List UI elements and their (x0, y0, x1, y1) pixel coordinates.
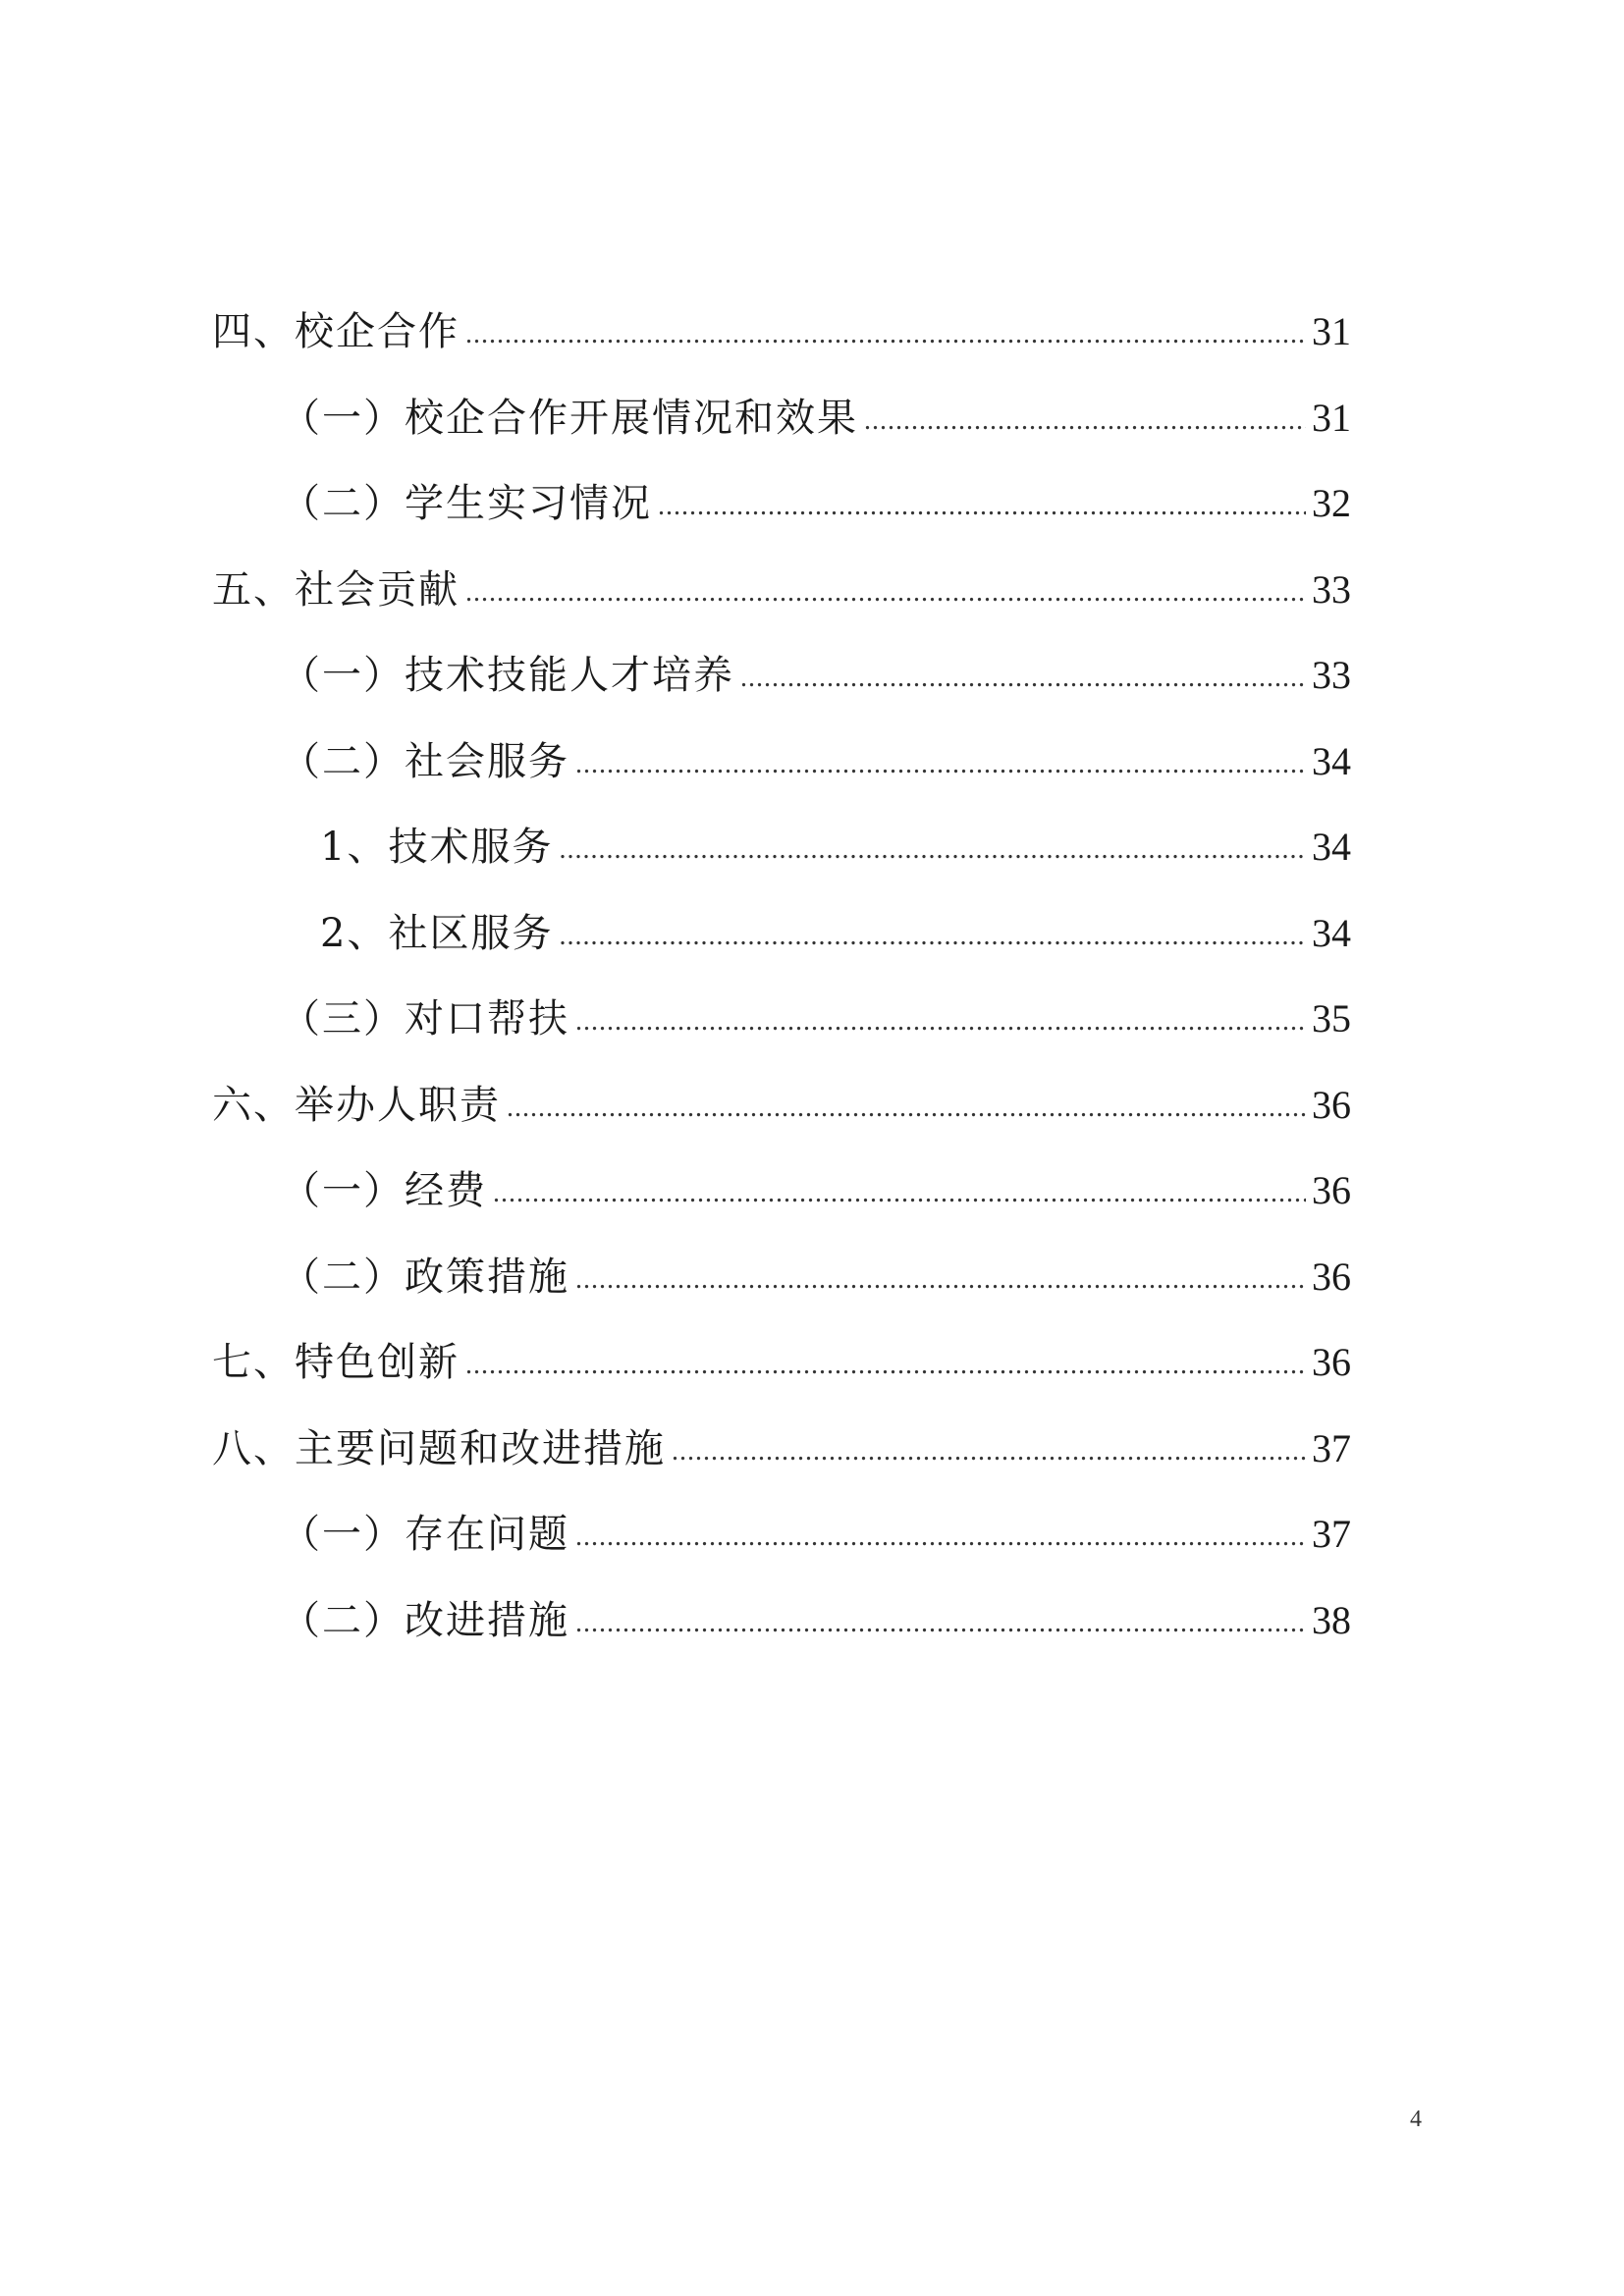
toc-entry-title: 六、举办人职责 (212, 1082, 501, 1128)
toc-entry-community-service[interactable] (212, 890, 1351, 977)
toc-entry-problems-and-improvements[interactable] (212, 1406, 1351, 1492)
toc-entry-title: （一）存在问题 (281, 1512, 569, 1557)
toc-leader-dots (575, 1266, 1306, 1294)
toc-entry-page: 36 (1312, 1082, 1351, 1127)
toc-leader-dots (740, 665, 1306, 692)
toc-entry-page: 31 (1312, 395, 1351, 440)
toc-entry-page: 33 (1312, 566, 1351, 612)
toc-entry-title: 四、校企合作 (212, 309, 460, 354)
toc-entry-title: （二）政策措施 (281, 1254, 569, 1300)
toc-entry-title: （三）对口帮扶 (281, 996, 569, 1041)
toc-leader-dots (864, 407, 1306, 435)
toc-entry-student-internship[interactable] (212, 460, 1351, 547)
toc-entry-page: 36 (1312, 1340, 1351, 1384)
toc-entry-page: 35 (1312, 996, 1351, 1041)
toc-entry-title: 八、主要问题和改进措施 (212, 1425, 666, 1471)
toc-leader-dots (559, 836, 1306, 864)
page-number: 4 (1410, 2107, 1422, 2132)
toc-leader-dots (493, 1180, 1306, 1207)
toc-entry-title: 1、技术服务 (320, 825, 554, 870)
toc-entry-title: （二）社会服务 (281, 738, 569, 784)
toc-leader-dots (658, 493, 1306, 520)
toc-entry-sponsor-duties[interactable] (212, 1062, 1351, 1148)
toc-entry-page: 36 (1312, 1168, 1351, 1212)
toc-entry-page: 34 (1312, 738, 1351, 783)
toc-leader-dots (575, 1008, 1306, 1036)
toc-entry-title: 2、社区服务 (320, 910, 554, 956)
toc-entry-social-contribution[interactable] (212, 547, 1351, 633)
toc-entry-title: （一）技术技能人才培养 (281, 653, 734, 698)
toc-entry-improvement-measures[interactable] (212, 1577, 1351, 1664)
toc-entry-title: 五、社会贡献 (212, 566, 460, 613)
toc-entry-title: （二）改进措施 (281, 1597, 569, 1643)
toc-entry-cooperation-effect[interactable] (212, 375, 1351, 461)
toc-leader-dots (575, 1523, 1306, 1551)
toc-entry-targeted-assistance[interactable] (212, 976, 1351, 1062)
toc-leader-dots (507, 1095, 1306, 1122)
toc-entry-page: 34 (1312, 825, 1351, 869)
toc-leader-dots (559, 923, 1306, 950)
toc-entry-page: 33 (1312, 653, 1351, 697)
toc-entry-page: 38 (1312, 1597, 1351, 1642)
toc-entry-page: 37 (1312, 1425, 1351, 1470)
toc-entry-talent-cultivation[interactable] (212, 632, 1351, 719)
toc-leader-dots (672, 1438, 1306, 1466)
toc-entry-title: （二）学生实习情况 (281, 481, 652, 526)
toc-leader-dots (465, 321, 1306, 348)
toc-entry-title: （一）校企合作开展情况和效果 (281, 395, 858, 441)
toc-entry-social-service[interactable] (212, 719, 1351, 805)
toc-leader-dots (465, 579, 1306, 607)
toc-entry-title: 七、特色创新 (212, 1340, 460, 1385)
toc-entry-title: （一）经费 (281, 1168, 487, 1213)
table-of-contents (212, 289, 1351, 1663)
toc-entry-featured-innovation[interactable] (212, 1319, 1351, 1406)
toc-entry-page: 36 (1312, 1254, 1351, 1299)
toc-leader-dots (465, 1352, 1306, 1379)
toc-entry-policy-measures[interactable] (212, 1234, 1351, 1320)
toc-entry-funding[interactable] (212, 1148, 1351, 1234)
toc-entry-page: 32 (1312, 481, 1351, 525)
toc-leader-dots (575, 1610, 1306, 1637)
toc-leader-dots (575, 751, 1306, 778)
toc-entry-technical-service[interactable] (212, 804, 1351, 890)
toc-entry-existing-problems[interactable] (212, 1491, 1351, 1577)
toc-entry-school-enterprise-cooperation[interactable] (212, 289, 1351, 375)
toc-entry-page: 31 (1312, 309, 1351, 353)
toc-entry-page: 37 (1312, 1512, 1351, 1556)
toc-entry-page: 34 (1312, 910, 1351, 955)
